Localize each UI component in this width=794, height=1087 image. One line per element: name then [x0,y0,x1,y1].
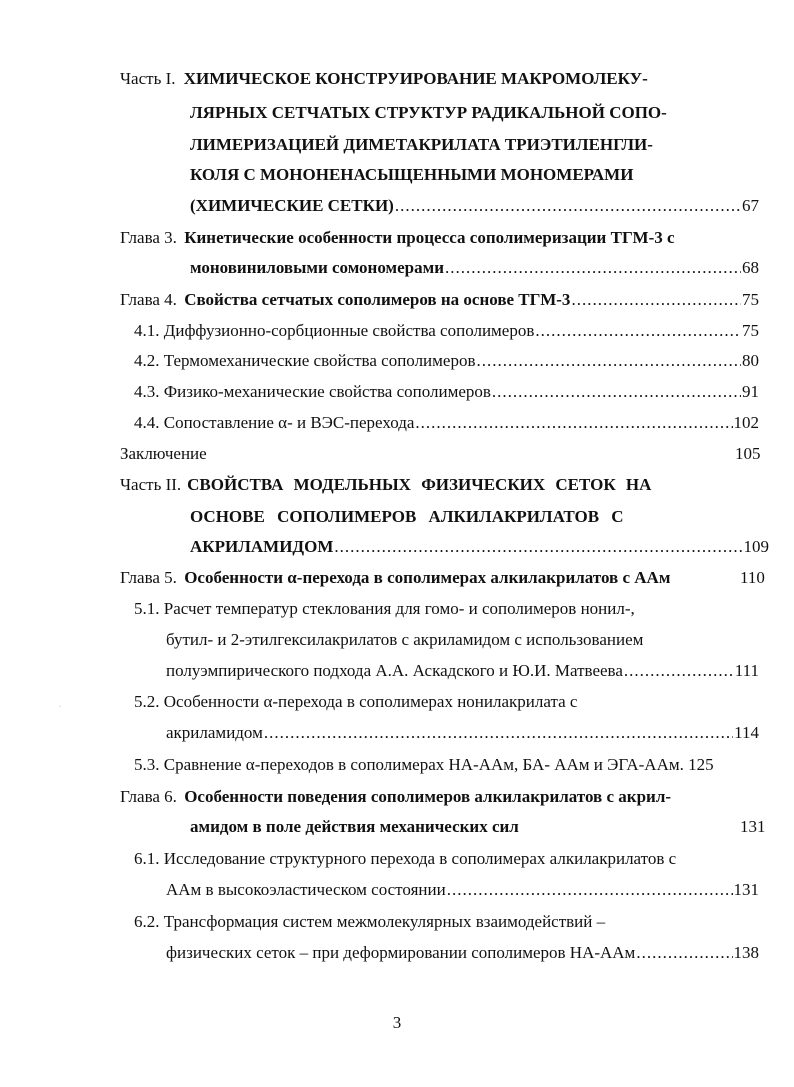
section-number: 6.2. [134,912,160,931]
page-number: 3 [392,1013,402,1032]
scan-speck: · [59,704,61,710]
section-number: 5.3. [134,755,160,774]
part1-title-line2: ЛЯРНЫХ СЕТЧАТЫХ СТРУКТУР РАДИКАЛЬНОЙ СОПО- [190,103,667,122]
ch4-title: Свойства сетчатых сополимеров на основе ТГМ-3 [184,290,571,309]
ch3-heading-line1 [120,227,675,249]
leader-dots [624,660,734,682]
part2-heading-line1 [120,474,696,496]
ch5-section-5-1-line2: бутил- и 2-этилгексилакрилатов с акриламидом с использованием [166,630,644,649]
page-ref: 91 [742,382,759,401]
ch4-section-4-1 [134,320,759,342]
leader-dots [492,381,741,403]
section-number: 4.4. [134,413,160,432]
ch6-label: Глава 6. [120,787,177,806]
leader-dots [395,195,741,217]
ch5-heading [120,567,670,589]
ch4-section-4-3 [134,381,759,403]
part2-label: Часть II. [120,475,182,494]
ch4-heading [120,289,759,311]
section-number: 5.2. [134,692,160,711]
ch6-section-6-2-line1 [134,911,605,933]
part2-title-line2: ОСНОВЕ СОПОЛИМЕРОВ АЛКИЛАКРИЛАТОВ С [190,507,624,526]
ch5-label: Глава 5. [120,568,177,587]
page-ref: 75 [742,290,759,309]
section-title-line2: акриламидом [166,723,263,742]
page-ref: 109 [743,537,769,556]
ch4-label: Глава 4. [120,290,177,309]
ch5-section-5-1-line3 [166,660,759,682]
leader-dots [264,722,733,744]
part2-title-text: АКРИЛАМИДОМ [190,537,334,556]
section-title: Диффузионно-сорбционные свойства сополимеров [163,321,535,340]
leader-dots [571,289,741,311]
conclusion-page: 105 [735,444,761,463]
section-title-line1: Исследование структурного перехода в сополимерах алкилакрилатов с [163,849,677,868]
page-ref: 68 [742,258,759,277]
section-title-line1: Трансформация систем межмолекулярных взаимодействий – [163,912,606,931]
page-ref: 138 [733,943,759,962]
ch5-section-5-1-line1 [134,598,635,620]
section-number: 4.1. [134,321,160,340]
ch6-page: 131 [740,817,766,836]
ch3-label: Глава 3. [120,228,177,247]
part2-title-line1: СВОЙСТВА МОДЕЛЬНЫХ ФИЗИЧЕСКИХ СЕТОК НА [187,475,652,494]
section-number: 4.3. [134,382,160,401]
conclusion-title: Заключение [120,444,207,463]
section-title-line2: физических сеток – при деформировании сополимеров НА-ААм [166,943,636,962]
section-number: 4.2. [134,351,160,370]
leader-dots [535,320,741,342]
ch3-title-text: моновиниловыми сомономерами [190,258,444,277]
page-ref: 102 [733,413,759,432]
section-title-line3: полуэмпирического подхода А.А. Аскадского и Ю.И. Матвеева [166,661,623,680]
page-ref: 80 [742,351,759,370]
ch5-page: 110 [740,568,765,587]
part1-title-line4: КОЛЯ С МОНОНЕНАСЫЩЕННЫМИ МОНОМЕРАМИ [190,165,634,184]
ch5-title: Особенности α-перехода в сополимерах алкилакрилатов с ААм [184,568,671,587]
page-ref: 111 [734,661,759,680]
leader-dots [447,879,733,901]
section-title: Физико-механические свойства сополимеров [163,382,491,401]
ch3-title-line1: Кинетические особенности процесса сополимеризации ТГМ-3 с [184,228,675,247]
page-ref: 131 [733,880,759,899]
ch4-section-4-4 [134,412,759,434]
part1-title-text: (ХИМИЧЕСКИЕ СЕТКИ) [190,196,394,215]
leader-dots [334,536,742,558]
ch6-title-line2: амидом в поле действия механических сил [190,817,519,836]
part1-heading-line1 [120,68,648,90]
section-title: Термомеханические свойства сополимеров [163,351,476,370]
ch6-section-6-2-line2 [166,942,759,964]
ch3-title-line2 [190,257,759,279]
leader-dots [476,350,741,372]
section-number: 6.1. [134,849,160,868]
section-title-line1: Расчет температур стеклования для гомо- и сополимеров нонил-, [163,599,635,618]
section-number: 5.1. [134,599,160,618]
ch5-section-5-2-line1 [134,691,577,713]
ch6-section-6-1-line1 [134,848,676,870]
page-ref: 67 [742,196,759,215]
leader-dots [636,942,732,964]
section-title-line2: ААм в высокоэластическом состоянии [166,880,446,899]
leader-dots [445,257,741,279]
page-ref: 75 [742,321,759,340]
ch6-heading-line1 [120,786,671,808]
page-ref: 114 [734,723,759,742]
part2-title-line3 [190,536,769,558]
ch5-section-5-2-line2 [166,722,759,744]
part1-title-line3: ЛИМЕРИЗАЦИЕЙ ДИМЕТАКРИЛАТА ТРИЭТИЛЕНГЛИ- [190,135,653,154]
leader-dots [415,412,732,434]
ch6-title-line1: Особенности поведения сополимеров алкилакрилатов с акрил- [184,787,672,806]
part1-title-line1: ХИМИЧЕСКОЕ КОНСТРУИРОВАНИЕ МАКРОМОЛЕКУ- [183,69,648,88]
part1-title-line5 [190,195,759,217]
page-ref: 125 [688,755,714,774]
ch5-section-5-3: 5.3. Сравнение α-переходов в сополимерах НА-ААм, БА- ААм и ЭГА-ААм. 125 [134,755,714,774]
ch6-section-6-1-line2 [166,879,759,901]
section-title-line1: Особенности α-перехода в сополимерах нонилакрилата с [163,692,578,711]
ch4-section-4-2 [134,350,759,372]
section-title: Сравнение α-переходов в сополимерах НА-ААм, БА- ААм и ЭГА-ААм [163,755,680,774]
section-title: Сопоставление α- и ВЭС-перехода [163,413,415,432]
part1-label: Часть I. [120,69,176,88]
